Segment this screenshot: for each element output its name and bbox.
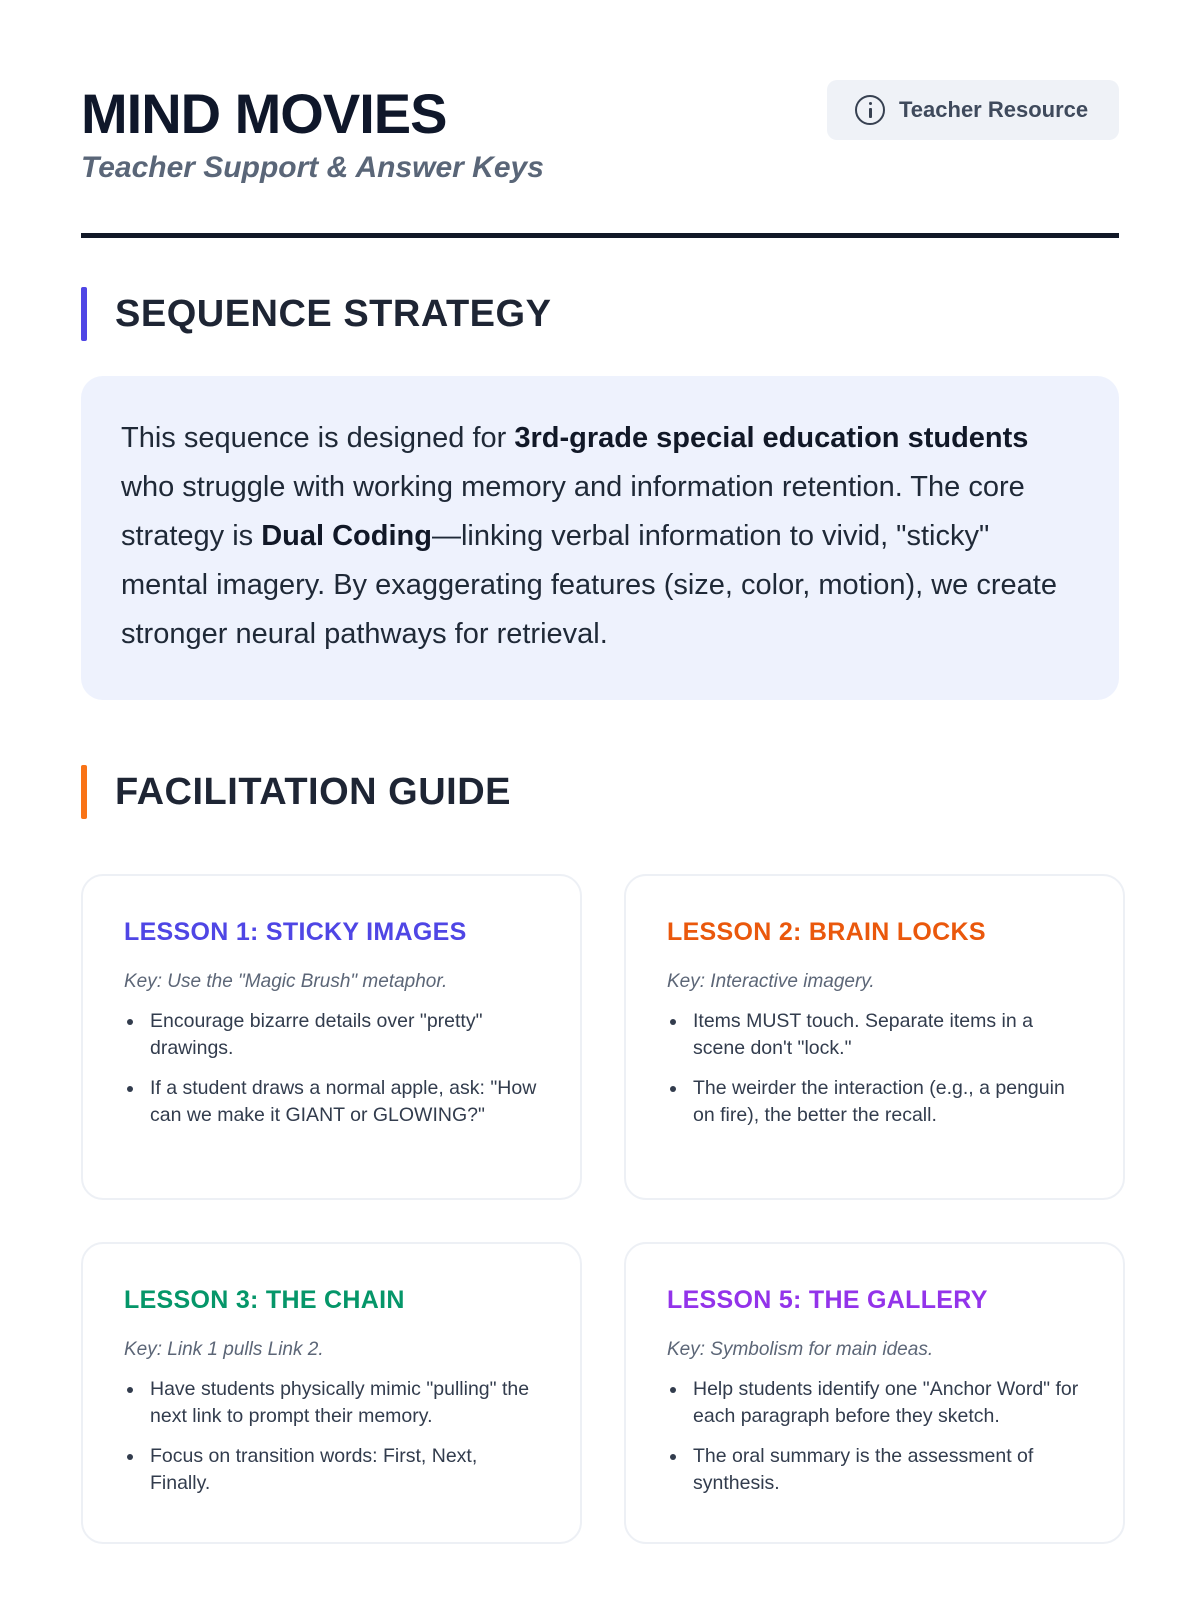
teacher-resource-badge (827, 80, 1119, 140)
header (81, 80, 1119, 238)
strategy-paragraph (121, 414, 1081, 659)
lesson-key: Key: Use the "Magic Brush" metaphor. (124, 971, 448, 992)
lesson-title: LESSON 3: THE CHAIN (124, 1286, 405, 1314)
lesson-key: Key: Symbolism for main ideas. (667, 1339, 934, 1360)
lesson-key: Key: Link 1 pulls Link 2. (124, 1339, 324, 1360)
badge-label: Teacher Resource (899, 97, 1089, 122)
page-title: MIND MOVIES (81, 82, 447, 145)
facilitation-guide-heading (81, 765, 511, 819)
list-item: The weirder the interaction (e.g., a penguin on fire), the better the recall. (667, 1075, 1083, 1129)
lesson-title: LESSON 5: THE GALLERY (667, 1286, 988, 1314)
sequence-strategy-heading (81, 287, 551, 341)
strategy-callout (81, 376, 1119, 700)
list-item: Encourage bizarre details over "pretty" drawings. (124, 1008, 540, 1062)
list-item: Items MUST touch. Separate items in a scene don't "lock." (667, 1008, 1083, 1062)
lesson-title: LESSON 2: BRAIN LOCKS (667, 918, 986, 946)
list-item: Help students identify one "Anchor Word" for each paragraph before they sketch. (667, 1376, 1083, 1430)
lesson-card (624, 874, 1125, 1200)
section-accent-bar (81, 287, 87, 341)
list-item: If a student draws a normal apple, ask: "How can we make it GIANT or GLOWING?" (124, 1075, 540, 1129)
list-item: The oral summary is the assessment of synthesis. (667, 1443, 1083, 1497)
lesson-title: LESSON 1: STICKY IMAGES (124, 918, 467, 946)
lesson-key: Key: Interactive imagery. (667, 971, 875, 992)
lesson-card (624, 1242, 1125, 1544)
strategy-text-2: who struggle with working memory and information retention. The core strategy is (121, 471, 1025, 552)
section-accent-bar (81, 765, 87, 819)
lesson-card (81, 1242, 582, 1544)
strategy-emphasis-dual-coding: Dual Coding (261, 520, 432, 552)
info-icon (855, 95, 885, 125)
lesson-bullet-list (124, 1376, 540, 1497)
section-title: SEQUENCE STRATEGY (115, 292, 552, 335)
strategy-emphasis-audience: 3rd-grade special education students (514, 422, 1029, 454)
lesson-card (81, 874, 582, 1200)
lesson-bullet-list (124, 1008, 540, 1129)
strategy-text-1: This sequence is designed for (121, 422, 515, 454)
page-subtitle: Teacher Support & Answer Keys (81, 151, 544, 184)
section-title: FACILITATION GUIDE (115, 770, 512, 813)
strategy-text-3: —linking verbal information to vivid, "sticky" mental imagery. By exaggerating features (size, color, motion), we create stronger neural pathways for retrieval. (121, 520, 1057, 650)
lesson-bullet-list (667, 1376, 1083, 1497)
list-item: Have students physically mimic "pulling" the next link to prompt their memory. (124, 1376, 540, 1430)
list-item: Focus on transition words: First, Next, Finally. (124, 1443, 540, 1497)
lesson-bullet-list (667, 1008, 1083, 1129)
